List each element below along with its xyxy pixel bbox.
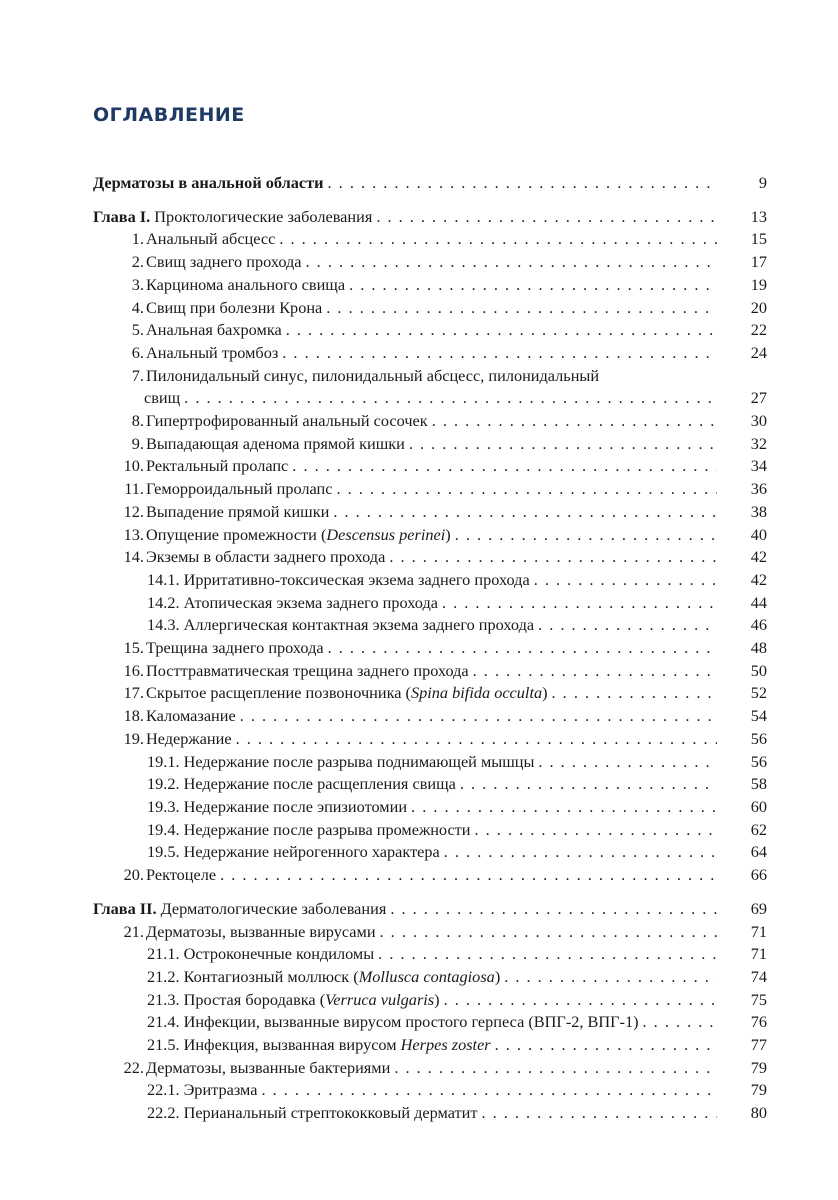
entry-body (120, 682, 717, 705)
entry-number: 16. (123, 660, 144, 680)
entry-label (120, 921, 376, 944)
toc-entry[interactable] (93, 342, 767, 365)
entry-label (147, 796, 407, 819)
page-number: 56 (750, 751, 767, 771)
entry-body (147, 819, 717, 842)
entry-body (120, 251, 717, 274)
entry-number: 14.2. (147, 592, 180, 612)
leader-dots (376, 206, 717, 229)
entry-title: Экземы в области заднего прохода (146, 547, 386, 567)
entry-label (120, 297, 322, 320)
toc-entry[interactable] (93, 841, 767, 864)
entry-number: 21.5. (147, 1035, 180, 1055)
entry-number: 19.5. (147, 842, 180, 862)
page-number: 15 (750, 229, 767, 249)
entry-number: 15. (123, 638, 144, 658)
toc-entry[interactable] (93, 637, 767, 660)
entry-title: Опущение промежности ( (146, 524, 327, 544)
entry-label (120, 637, 324, 660)
entry-number: 8. (131, 411, 144, 431)
leader-dots (380, 921, 717, 944)
leader-dots (240, 705, 717, 728)
entry-number: 19. (123, 728, 144, 748)
entry-body (120, 228, 717, 251)
toc-entry[interactable] (93, 319, 767, 342)
page-number: 17 (750, 252, 767, 272)
entry-label (147, 614, 534, 637)
entry-body (120, 342, 717, 365)
entry-title: Пилонидальный синус, пилонидальный абсцесс, пилонидальный (146, 365, 600, 385)
entry-number: 17. (123, 683, 144, 703)
entry-number: 11. (124, 479, 144, 499)
page-number: 50 (750, 660, 767, 680)
entry-title: Скрытое расщепление позвоночника ( (146, 683, 411, 703)
entry-title: Трещина заднего прохода (146, 638, 324, 658)
entry-number: 21.3. (147, 989, 180, 1009)
page-number: 27 (750, 388, 767, 408)
entry-label (147, 819, 471, 842)
entry-number: 20. (123, 865, 144, 885)
entry-title: Дерматозы в анальной области (93, 173, 324, 192)
leader-dots (552, 682, 717, 705)
entry-body (120, 455, 717, 478)
toc-entry[interactable] (93, 614, 767, 637)
page-number: 44 (750, 592, 767, 612)
entry-body (120, 1057, 717, 1080)
page-title: ОГЛАВЛЕНИЕ (93, 104, 245, 126)
page-number: 9 (758, 173, 767, 192)
entry-label (120, 660, 469, 683)
entry-label (120, 228, 275, 251)
entry-label (120, 478, 332, 501)
entry-title: Ирритативно-токсическая экзема заднего прохода (183, 569, 530, 589)
toc-entry[interactable] (93, 819, 767, 842)
entry-body (147, 1034, 717, 1057)
entry-title: Недержание после разрыва поднимающей мышцы (183, 751, 535, 771)
entry-number: 4. (131, 297, 144, 317)
leader-dots (643, 1011, 717, 1034)
entry-body (120, 410, 717, 433)
toc-entry[interactable] (93, 228, 767, 251)
entry-label (147, 841, 440, 864)
entry-title: Остроконечные кондиломы (183, 944, 375, 964)
entry-title: Недержание нейрогенного характера (183, 842, 440, 862)
page-number: 69 (750, 898, 767, 918)
leader-dots (286, 319, 717, 342)
toc-entry[interactable] (93, 966, 767, 989)
entry-title: Анальный тромбоз (146, 342, 279, 362)
entry-number: 9. (131, 433, 144, 453)
toc-entry[interactable] (93, 921, 767, 944)
leader-dots (534, 569, 717, 592)
entry-body (120, 478, 717, 501)
entry-number: 13. (123, 524, 144, 544)
leader-dots (336, 478, 717, 501)
page-number: 20 (750, 297, 767, 317)
entry-number: 14.1. (147, 569, 180, 589)
toc-entry[interactable] (93, 433, 767, 456)
entry-body (147, 966, 717, 989)
entry-title: Выпадение прямой кишки (146, 501, 330, 521)
entry-title: Анальный абсцесс (146, 229, 276, 249)
entry-number: 22.2. (147, 1103, 180, 1123)
toc-entry[interactable] (93, 682, 767, 705)
entry-label (147, 1011, 639, 1034)
entry-number: 19.3. (147, 796, 180, 816)
page-number: 58 (750, 774, 767, 794)
entry-number: 10. (123, 456, 144, 476)
entry-title: Выпадающая аденома прямой кишки (146, 433, 405, 453)
page-number: 79 (750, 1080, 767, 1100)
entry-label (93, 206, 372, 229)
entry-title-line (120, 365, 741, 388)
entry-title: Дерматологические заболевания (160, 898, 387, 918)
page-number: 80 (750, 1103, 767, 1123)
page-number: 32 (750, 433, 767, 453)
entry-title-suffix: ) (434, 989, 440, 1009)
entry-number: 21.1. (147, 944, 180, 964)
entry-body (120, 864, 717, 887)
entry-number: 22.1. (147, 1080, 180, 1100)
entry-body (147, 569, 717, 592)
entry-label (120, 433, 405, 456)
leader-dots (504, 966, 717, 989)
entry-body (93, 172, 717, 195)
entry-title-italic: Herpes zoster (400, 1035, 491, 1055)
entry-body (120, 921, 717, 944)
entry-body (120, 297, 717, 320)
entry-label (93, 172, 324, 195)
entry-body (147, 1102, 717, 1125)
leader-dots (444, 841, 717, 864)
page-number: 52 (750, 683, 767, 703)
leader-dots (328, 172, 717, 195)
leader-dots (455, 524, 717, 547)
entry-number: 21.4. (147, 1012, 180, 1032)
entry-number: 14. (123, 547, 144, 567)
entry-label (147, 1079, 257, 1102)
entry-body (147, 841, 717, 864)
toc-entry[interactable] (93, 1057, 767, 1080)
entry-label (120, 455, 288, 478)
entry-title: Анальная бахромка (146, 320, 282, 340)
entry-number: 2. (131, 252, 144, 272)
entry-label (147, 1034, 491, 1057)
entry-number: 21.2. (147, 966, 180, 986)
entry-body (120, 433, 717, 456)
entry-number: 19.2. (147, 774, 180, 794)
entry-body (120, 728, 717, 751)
entry-label (120, 319, 282, 342)
entry-title: Недержание после эпизиотомии (183, 796, 408, 816)
entry-label (147, 966, 500, 989)
page-number: 19 (750, 274, 767, 294)
toc-entry[interactable] (93, 773, 767, 796)
entry-title: Свищ заднего прохода (146, 252, 302, 272)
leader-dots (378, 943, 717, 966)
toc-entry[interactable] (93, 251, 767, 274)
page-number: 22 (750, 320, 767, 340)
leader-dots (389, 546, 717, 569)
page-number: 71 (750, 921, 767, 941)
entry-label (120, 864, 216, 887)
toc-entry[interactable] (93, 660, 767, 683)
toc-entry[interactable] (93, 546, 767, 569)
entry-body (120, 274, 717, 297)
leader-dots (306, 251, 717, 274)
entry-label (147, 592, 438, 615)
toc-entry[interactable] (93, 569, 767, 592)
toc-entry[interactable] (93, 1034, 767, 1057)
page-number: 62 (750, 819, 767, 839)
page-number: 56 (750, 728, 767, 748)
entry-title-suffix: ) (494, 966, 501, 986)
entry-number: 22. (123, 1057, 144, 1077)
entry-label (120, 728, 232, 751)
toc-entry[interactable] (93, 864, 767, 887)
entry-title: Недержание (146, 728, 232, 748)
chapter-number: Глава I. (93, 206, 151, 226)
entry-title: Проктологические заболевания (154, 206, 373, 226)
toc-entry[interactable] (93, 455, 767, 478)
leader-dots (394, 1057, 717, 1080)
leader-dots (282, 342, 717, 365)
toc-entry[interactable] (93, 478, 767, 501)
entry-body (147, 614, 717, 637)
leader-dots (538, 751, 717, 774)
page-number: 75 (750, 989, 767, 1009)
toc-entry[interactable] (93, 592, 767, 615)
leader-dots (292, 455, 717, 478)
entry-title: Инфекция, вызванная вирусом (183, 1035, 401, 1055)
entry-title-italic: Spina bifida occulta (410, 683, 543, 703)
entry-title: Недержание после расщепления свища (183, 774, 456, 794)
entry-title-suffix: ) (445, 524, 451, 544)
leader-dots (349, 274, 717, 297)
toc-entry[interactable] (93, 1102, 767, 1125)
entry-title: Недержание после разрыва промежности (183, 819, 471, 839)
entry-title: Дерматозы, вызванные бактериями (146, 1057, 391, 1077)
entry-title: Геморроидальный пролапс (146, 479, 333, 499)
entry-title: Инфекции, вызванные вирусом простого герпеса (ВПГ-2, ВПГ-1) (183, 1012, 639, 1032)
entry-title: Эритразма (183, 1080, 258, 1100)
page-number: 38 (750, 501, 767, 521)
leader-dots (538, 614, 717, 637)
entry-label (120, 342, 278, 365)
entry-body (120, 546, 717, 569)
leader-dots (236, 728, 717, 751)
page-number: 30 (750, 411, 767, 431)
page-number: 46 (750, 615, 767, 635)
page-number: 54 (750, 706, 767, 726)
toc-entry[interactable] (93, 751, 767, 774)
entry-body (120, 501, 717, 524)
leader-dots (390, 898, 717, 921)
page-number: 42 (750, 569, 767, 589)
entry-title: Перианальный стрептококковый дерматит (183, 1103, 478, 1123)
entry-title: Дерматозы, вызванные вирусами (146, 921, 376, 941)
toc-entry[interactable] (93, 705, 767, 728)
toc-entry[interactable] (93, 274, 767, 297)
page-number: 60 (750, 796, 767, 816)
entry-body (147, 796, 717, 819)
page-number: 42 (750, 547, 767, 567)
entry-label (120, 274, 345, 297)
entry-title: Посттравматическая трещина заднего прохода (146, 660, 469, 680)
entry-title: Каломазание (146, 706, 236, 726)
entry-title-italic: Verruca vulgaris (325, 989, 435, 1009)
page-number: 64 (750, 842, 767, 862)
entry-label (147, 943, 374, 966)
chapter-number: Глава II. (93, 898, 157, 918)
leader-dots (475, 819, 717, 842)
table-of-contents (93, 172, 767, 1125)
toc-entry[interactable] (93, 206, 767, 229)
entry-title-continued: свищ (144, 388, 181, 408)
page-number: 74 (750, 966, 767, 986)
leader-dots (326, 297, 717, 320)
page-number: 71 (750, 944, 767, 964)
entry-title-suffix: ) (542, 683, 548, 703)
leader-dots (444, 989, 717, 1012)
entry-body (93, 206, 717, 229)
toc-entry[interactable] (93, 365, 767, 410)
entry-label (120, 1057, 390, 1080)
entry-title: Простая бородавка ( (183, 989, 326, 1009)
page-number: 79 (750, 1057, 767, 1077)
leader-dots (220, 864, 717, 887)
entry-body (120, 319, 717, 342)
entry-body (147, 773, 717, 796)
page-number: 34 (750, 456, 767, 476)
page-number: 40 (750, 524, 767, 544)
entry-number: 21. (123, 921, 144, 941)
entry-title: Свищ при болезни Крона (146, 297, 323, 317)
entry-number: 14.3. (147, 615, 180, 635)
leader-dots (473, 660, 717, 683)
entry-body (93, 898, 717, 921)
entry-title: Аллергическая контактная экзема заднего прохода (183, 615, 535, 635)
page-number: 76 (750, 1012, 767, 1032)
entry-title-italic: Mollusca contagiosa (358, 966, 495, 986)
entry-number: 3. (131, 274, 144, 294)
entry-label (93, 898, 386, 921)
leader-dots (279, 228, 717, 251)
page-number: 36 (750, 479, 767, 499)
entry-label (120, 682, 548, 705)
entry-label (120, 524, 451, 547)
toc-entry[interactable] (93, 898, 767, 921)
leader-dots (495, 1034, 717, 1057)
toc-entry[interactable] (93, 1079, 767, 1102)
entry-title: Гипертрофированный анальный сосочек (146, 411, 428, 431)
entry-body (120, 637, 717, 660)
entry-number: 1. (131, 229, 144, 249)
entry-body (147, 1011, 717, 1034)
entry-label (120, 410, 428, 433)
leader-dots (481, 1102, 717, 1125)
leader-dots (409, 433, 717, 456)
toc-entry[interactable] (93, 796, 767, 819)
entry-label (120, 501, 329, 524)
entry-label (147, 569, 530, 592)
page-number: 48 (750, 638, 767, 658)
entry-body (120, 387, 717, 410)
toc-entry[interactable] (93, 501, 767, 524)
entry-title: Ректальный пролапс (146, 456, 289, 476)
entry-body (147, 751, 717, 774)
toc-entry[interactable] (93, 1011, 767, 1034)
toc-entry[interactable] (93, 943, 767, 966)
entry-label (147, 1102, 477, 1125)
entry-number: 19.4. (147, 819, 180, 839)
entry-title: Ректоцеле (146, 865, 217, 885)
leader-dots (333, 501, 717, 524)
entry-body (147, 943, 717, 966)
entry-label (147, 773, 456, 796)
entry-number: 5. (131, 320, 144, 340)
leader-dots (460, 773, 717, 796)
toc-entry[interactable] (93, 410, 767, 433)
toc-entry[interactable] (93, 989, 767, 1012)
leader-dots (432, 410, 717, 433)
leader-dots (184, 387, 717, 410)
toc-entry[interactable] (93, 297, 767, 320)
leader-dots (411, 796, 717, 819)
entry-body (147, 989, 717, 1012)
entry-number: 7. (131, 365, 144, 385)
entry-number: 18. (123, 706, 144, 726)
page-number: 24 (750, 342, 767, 362)
toc-entry[interactable] (93, 728, 767, 751)
toc-entry[interactable] (93, 524, 767, 547)
page-number: 13 (750, 206, 767, 226)
entry-label (147, 989, 440, 1012)
entry-title: Карцинома анального свища (146, 274, 346, 294)
entry-title: Контагиозный моллюск ( (183, 966, 359, 986)
page-number: 77 (750, 1035, 767, 1055)
entry-title-italic: Descensus perinei (326, 524, 446, 544)
entry-label (120, 705, 236, 728)
entry-number: 19.1. (147, 751, 180, 771)
entry-body (147, 592, 717, 615)
leader-dots (261, 1079, 717, 1102)
entry-body (120, 705, 717, 728)
entry-number: 6. (131, 342, 144, 362)
entry-label (147, 751, 534, 774)
entry-body (147, 1079, 717, 1102)
page-number: 66 (750, 865, 767, 885)
entry-body (120, 660, 717, 683)
toc-entry[interactable] (93, 172, 767, 195)
entry-label (120, 546, 385, 569)
leader-dots (328, 637, 717, 660)
leader-dots (442, 592, 717, 615)
entry-number: 12. (123, 501, 144, 521)
entry-title: Атопическая экзема заднего прохода (183, 592, 438, 612)
entry-label (120, 251, 302, 274)
entry-body (120, 524, 717, 547)
